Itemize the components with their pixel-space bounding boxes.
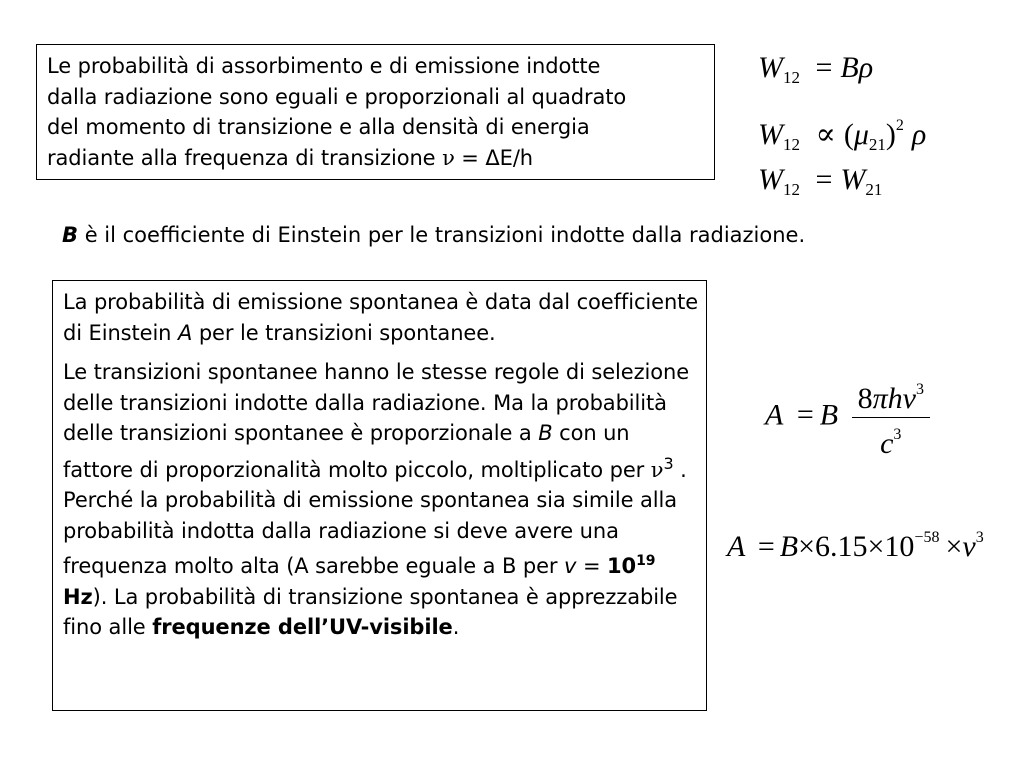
fraction-denominator: $c^3$ <box>880 426 902 460</box>
equation-w12-equals-w21: $W_{12} = W_{21}$ <box>758 163 883 199</box>
text-line: Le probabilità di assorbimento e di emissione indotte <box>47 54 601 78</box>
text-line: del momento di transizione e alla densità di energia <box>47 115 590 139</box>
einstein-b-definition: B è il coefficiente di Einstein per le transizioni indotte dalla radiazione. <box>62 223 806 247</box>
paragraph-spontaneous-transitions: Le transizioni spontanee hanno le stesse regole di selezione delle transizioni indotte dalla radiazione. Ma la probabilità delle transizioni spontanee è proporzionale a B con un fattore di proporzionalità molto piccolo, moltiplicato per $\nu^3$ . Perché la probabilità di emissione spontanea sia simile alla probabilità indotta dalla radiazione si deve avere una frequenza molto alta (A sarebbe eguale a B per $v = 10^{19}$ Hz). La probabilità di transizione spontanea è apprezzabile fino alle frequenze dell’UV-visibile. <box>63 360 690 639</box>
energy-relation: = ΔE/h <box>454 145 533 170</box>
nu-symbol: ν <box>442 145 455 170</box>
text-line: dalla radiazione sono eguali e proporzionali al quadrato <box>47 84 627 109</box>
equation-a-equals-b-8pi-h-nu3-over-c3: A = B $\frac{8\pi h\nu^3}{c^3}$ <box>765 374 930 461</box>
spontaneous-emission-textbox <box>52 280 707 711</box>
nu-symbol: ν <box>650 457 664 482</box>
equation-w12-equals-b-rho: $W_{12} = B\rho$ <box>758 51 874 87</box>
uv-visible-emphasis: frequenze dell’UV-visibile <box>152 615 453 639</box>
paragraph-einstein-a: La probabilità di emissione spontanea è data dal coefficiente di Einstein A per le transizioni spontanee. <box>63 290 699 345</box>
equation-w12-proportional-mu21-squared-rho: $W_{12} \propto (\mu_{21})^2$ ρ <box>758 117 927 154</box>
text-line <box>47 143 714 174</box>
text-fragment: radiante alla frequenza di transizione <box>47 145 443 170</box>
equation-a-equals-b-numeric-factor: $A = B\times 6.15\times 10^{-58} \times\nu^3$ <box>727 529 984 563</box>
induced-transitions-textbox <box>36 44 715 180</box>
fraction <box>852 374 930 461</box>
fraction-numerator: 8πhν$^3$ <box>852 374 930 418</box>
